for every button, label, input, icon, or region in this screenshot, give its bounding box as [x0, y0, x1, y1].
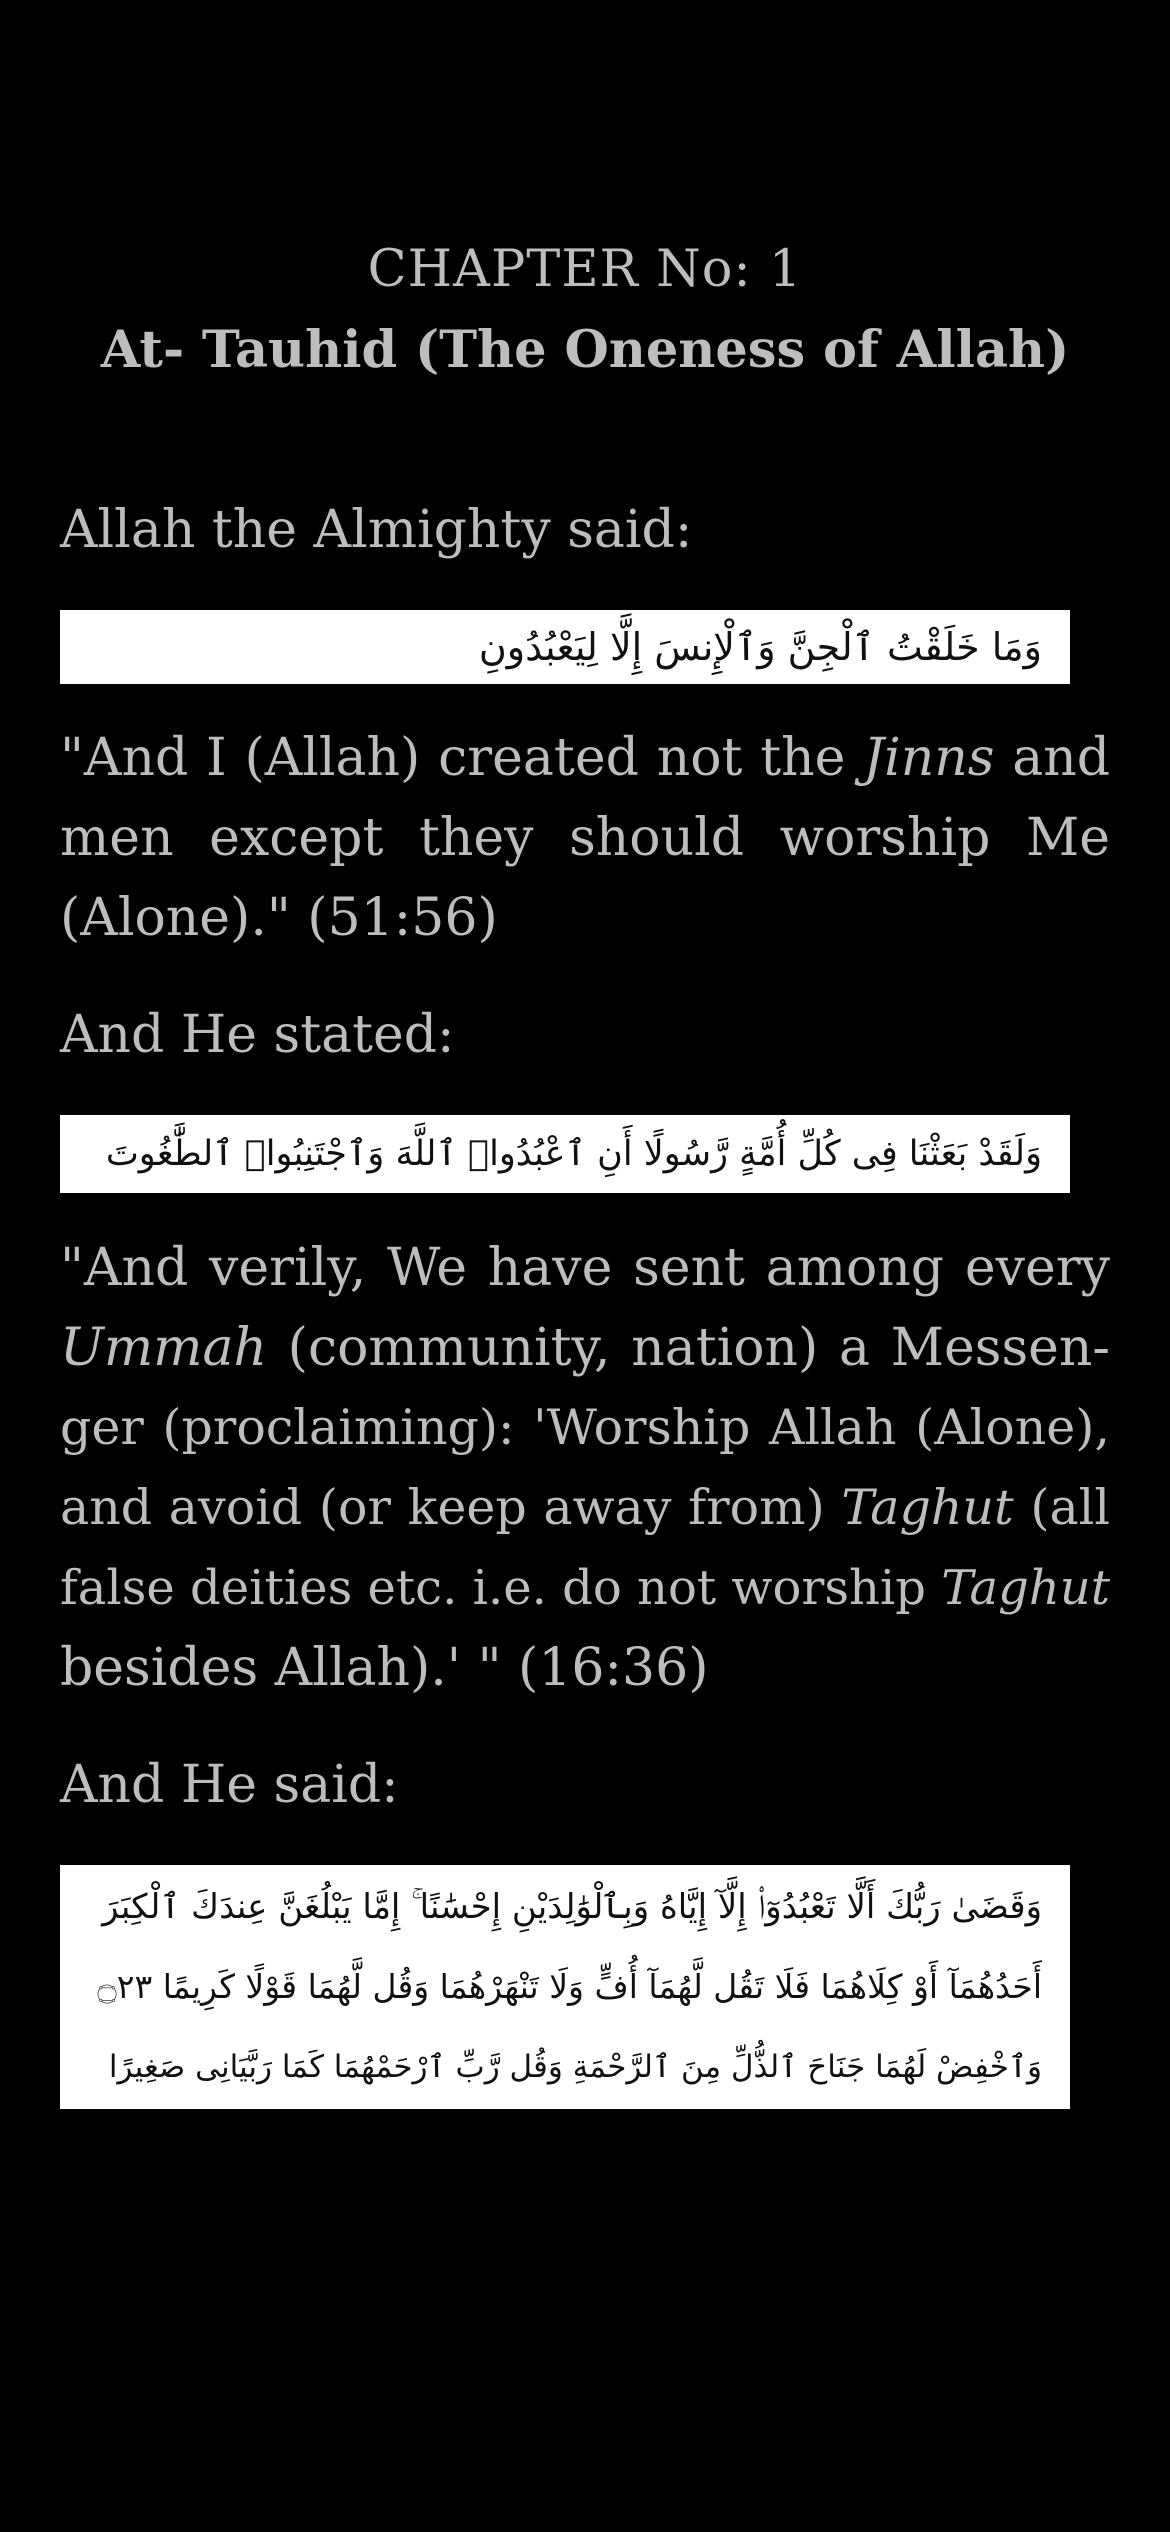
translation-line: Ummah (community, nation) a Messen- [60, 1318, 1110, 1378]
translation-line: false deities etc. i.e. do not worship Taghut [60, 1560, 1110, 1616]
section-intro: And He said: [60, 1755, 399, 1815]
section-intro: And He stated: [60, 1005, 455, 1065]
arabic-verse-line: وَلَقَدْ بَعَثْنَا فِى كُلِّ أُمَّةٍ رَّسُولًا أَنِ ٱعْبُدُوا۟ ٱللَّهَ وَٱجْتَنِبُوا۟ ٱلطَّٰغُوتَ [105, 1134, 1042, 1174]
chapter-number: CHAPTER No: 1 [367, 240, 803, 299]
translation-line: "And I (Allah) created not the Jinns and [60, 728, 1111, 788]
translation-line: "And verily, We have sent among every [60, 1238, 1110, 1298]
arabic-verse-box [60, 1865, 1070, 2109]
arabic-verse-line: وَمَا خَلَقْتُ ٱلْجِنَّ وَٱلْإِنسَ إِلَّا لِيَعْبُدُونِ [478, 625, 1042, 669]
chapter-title: At- Tauhid (The Oneness of Allah) [100, 320, 1070, 380]
translation-line: (Alone)." (51:56) [60, 888, 498, 948]
translation-line: besides Allah).' " (16:36) [60, 1638, 709, 1698]
verse-translation [60, 718, 1110, 958]
section-intro: Allah the Almighty said: [60, 500, 693, 560]
translation-line: and avoid (or keep away from) Taghut (all [60, 1479, 1111, 1536]
arabic-verse-box [60, 610, 1070, 684]
verse-translation [60, 1228, 1110, 1708]
translation-line: men except they should worship Me [60, 808, 1110, 868]
arabic-verse-line: وَٱخْفِضْ لَهُمَا جَنَاحَ ٱلذُّلِّ مِنَ ٱلرَّحْمَةِ وَقُل رَّبِّ ٱرْحَمْهُمَا كَمَا رَبَّيَانِى صَغِيرًا [108, 2049, 1042, 2085]
arabic-verse-box [60, 1115, 1070, 1193]
arabic-verse-line: أَحَدُهُمَآ أَوْ كِلَاهُمَا فَلَا تَقُل لَّهُمَآ أُفٍّ وَلَا تَنْهَرْهُمَا وَقُل لَّهُمَا قَوْلًا كَرِيمًا ۝٢٣ [97, 1967, 1042, 2006]
arabic-verse-line: وَقَضَىٰ رَبُّكَ أَلَّا تَعْبُدُوٓا۟ إِلَّآ إِيَّاهُ وَبِٱلْوَٰلِدَيْنِ إِحْسَٰنًا ۚ إِمَّا يَبْلُغَنَّ عِندَكَ ٱلْكِبَرَ [102, 1887, 1042, 1927]
translation-line: ger (proclaiming): 'Worship Allah (Alone), [60, 1399, 1110, 1456]
